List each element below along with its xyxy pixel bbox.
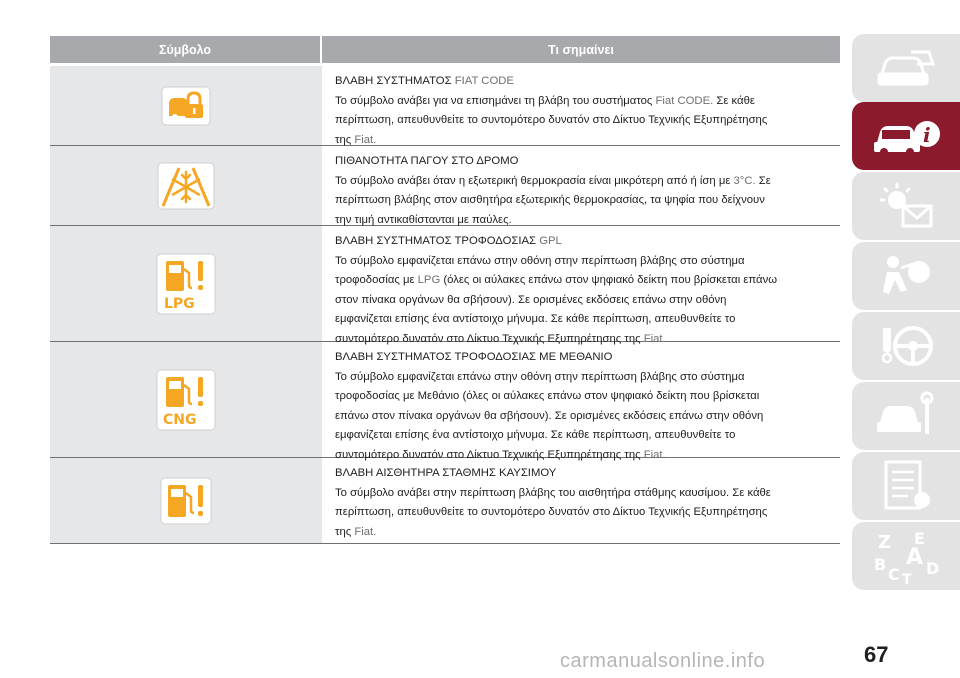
meaning-line xyxy=(335,172,840,192)
meaning-text: συντομότερο δυνατόν στο Δίκτυο Τεχνικής Εξυπηρέτησης της xyxy=(335,448,644,461)
meaning-text: ΒΛΑΒΗ ΣΥΣΤΗΜΑΤΟΣ xyxy=(335,75,455,87)
lpg-label: LPG xyxy=(164,295,195,312)
meaning-text: Το σύμβολο εμφανίζεται επάνω στην οθόνη στην περίπτωση βλάβης στο σύστημα xyxy=(335,254,745,267)
tab-technical-data[interactable] xyxy=(852,452,960,520)
symbol-cell xyxy=(50,342,322,457)
meaning-line xyxy=(335,348,840,368)
index-letter: B xyxy=(874,555,887,574)
tab-starting-driving[interactable] xyxy=(852,312,960,380)
meaning-text: Το σύμβολο ανάβει στην περίπτωση βλάβης του αισθητήρα στάθμης καυσίμου. Σε κάθε xyxy=(335,486,771,499)
meaning-line xyxy=(335,191,840,211)
cng-label: CNG xyxy=(163,411,197,428)
index-letter: A xyxy=(906,545,924,570)
meaning-term: FIAT CODE xyxy=(454,75,514,87)
tab-warning-lights[interactable] xyxy=(852,172,960,240)
car-dashboard-tab-icon xyxy=(873,44,939,92)
meaning-line xyxy=(335,464,840,484)
meaning-text: περίπτωση, απευθυνθείτε το συντομότερο δυνατόν στο Δίκτυο Τεχνικής Εξυπηρέτησης xyxy=(335,114,768,127)
cng-fuel-pump-icon xyxy=(156,369,216,431)
lpg-fuel-pump-icon xyxy=(156,253,216,315)
meaning-cell xyxy=(322,342,840,461)
meaning-text: περίπτωση βλάβης στον αισθητήρα εξωτερικής θερμοκρασίας, τα ψηφία που δείχνουν xyxy=(335,194,765,207)
meaning-line xyxy=(335,111,840,131)
meaning-line xyxy=(335,92,840,112)
page-number: 67 xyxy=(864,642,889,667)
meaning-term: Fiat. xyxy=(643,448,666,461)
meaning-text: τροφοδοσίας με xyxy=(335,274,418,287)
meaning-text: Το σύμβολο ανάβει για να επισημάνει τη βλάβη του συστήματος xyxy=(335,94,656,107)
meaning-text: Σε xyxy=(755,174,771,187)
tab-car-info[interactable] xyxy=(852,102,960,170)
symbol-cell xyxy=(50,146,322,225)
tab-emergency[interactable] xyxy=(852,382,960,450)
meaning-line xyxy=(335,252,840,272)
index-letter: E xyxy=(914,529,925,548)
icy-road-snowflake-icon xyxy=(157,162,215,210)
meaning-text: περίπτωση, απευθυνθείτε το συντομότερο δυνατόν στο Δίκτυο Τεχνικής Εξυπηρέτησης xyxy=(335,506,768,519)
meaning-text: τροφοδοσίας με Μεθάνιο (όλες οι αύλακες επάνω στον ψηφιακό δείκτη που βρίσκεται xyxy=(335,390,760,403)
meaning-line xyxy=(335,368,840,388)
warning-lights-table xyxy=(50,36,840,544)
header-symbol: Σύμβολο xyxy=(50,36,322,63)
index-letter: D xyxy=(926,559,940,578)
meaning-text: ΒΛΑΒΗ ΑΙΣΘΗΤΗΡΑ ΣΤΑΘΜΗΣ ΚΑΥΣΙΜΟΥ xyxy=(335,467,557,479)
meaning-cell xyxy=(322,146,840,225)
meaning-text: ΠΙΘΑΝΟΤΗΤΑ ΠΑΓΟΥ ΣΤΟ ΔΡΟΜΟ xyxy=(335,155,519,167)
meaning-cell xyxy=(322,66,840,145)
index-letter: T xyxy=(902,572,912,586)
meaning-text: της xyxy=(335,525,355,538)
meaning-text: στον πίνακα οργάνων θα σβήσουν). Σε ορισμένες εκδόσεις επάνω στην οθόνη xyxy=(335,293,727,306)
header-meaning: Τι σημαίνει xyxy=(548,42,614,57)
symbol-cell xyxy=(50,66,322,145)
car-tools-tab-icon xyxy=(873,390,939,442)
meaning-term: LPG xyxy=(417,274,441,287)
meaning-text: εμφανίζεται επίσης ένα αντίστοιχο μήνυμα. Σε κάθε περίπτωση, απευθυνθείτε το xyxy=(335,429,736,442)
meaning-text: επάνω στον πίνακα οργάνων θα σβήσουν). Σε ορισμένες εκδόσεις επάνω στην οθόνη xyxy=(335,409,764,422)
meaning-line xyxy=(335,72,840,92)
fiat-code-lock-icon xyxy=(161,86,211,126)
meaning-text: ΒΛΑΒΗ ΣΥΣΤΗΜΑΤΟΣ ΤΡΟΦΟΔΟΣΙΑΣ ΜΕ ΜΕΘΑΝΙΟ xyxy=(335,351,613,363)
meaning-text: την τιμή αντικαθίστανται με παύλες. xyxy=(335,213,512,226)
meaning-cell xyxy=(322,458,840,543)
table-row xyxy=(50,226,840,345)
alphabetical-index-tab-icon xyxy=(870,526,942,586)
meaning-line xyxy=(335,503,840,523)
meaning-term: 3°C. xyxy=(733,174,756,187)
meaning-line xyxy=(335,291,840,311)
table-row xyxy=(50,458,840,544)
table-header xyxy=(50,36,840,66)
meaning-line xyxy=(335,271,840,291)
meaning-text: συντομότερο δυνατόν στο Δίκτυο Τεχνικής Εξυπηρέτησης της xyxy=(335,332,644,345)
meaning-term: Fiat CODE. xyxy=(655,94,714,107)
table-row xyxy=(50,342,840,461)
meaning-text: ΒΛΑΒΗ ΣΥΣΤΗΜΑΤΟΣ ΤΡΟΦΟΔΟΣΙΑΣ xyxy=(335,235,540,247)
meaning-line xyxy=(335,387,840,407)
meaning-line xyxy=(335,484,840,504)
meaning-text: Το σύμβολο ανάβει όταν η εξωτερική θερμοκρασία είναι μικρότερη από ή ίση με xyxy=(335,174,734,187)
symbol-cell xyxy=(50,226,322,341)
meaning-term: Fiat. xyxy=(354,133,377,146)
symbol-cell xyxy=(50,458,322,543)
fuel-level-sensor-fault-icon xyxy=(160,477,212,525)
svg-text:i: i xyxy=(923,123,931,147)
meaning-line xyxy=(335,523,840,543)
technical-data-list-tab-icon xyxy=(876,458,936,514)
meaning-line xyxy=(335,232,840,252)
meaning-text: εμφανίζεται επίσης ένα αντίστοιχο μήνυμα. Σε κάθε περίπτωση, απευθυνθείτε το xyxy=(335,313,736,326)
warning-light-message-tab-icon xyxy=(871,180,941,232)
index-letter: C xyxy=(888,565,900,584)
meaning-text: της xyxy=(335,133,355,146)
meaning-term: GPL xyxy=(539,235,562,247)
steering-wheel-key-tab-icon xyxy=(873,320,939,372)
watermark: carmanualsonline.info xyxy=(560,650,766,672)
tab-index[interactable] xyxy=(852,522,960,590)
meaning-text: Το σύμβολο εμφανίζεται επάνω στην οθόνη στην περίπτωση βλάβης στο σύστημα xyxy=(335,370,745,383)
meaning-cell xyxy=(322,226,840,345)
meaning-term: Fiat. xyxy=(354,525,377,538)
table-row xyxy=(50,66,840,146)
meaning-line xyxy=(335,407,840,427)
meaning-term: Fiat. xyxy=(643,332,666,345)
table-row xyxy=(50,146,840,226)
tab-safety[interactable] xyxy=(852,242,960,310)
tab-getting-to-know-car[interactable] xyxy=(852,34,960,102)
index-letter: Z xyxy=(878,532,892,553)
meaning-line xyxy=(335,152,840,172)
meaning-line xyxy=(335,310,840,330)
meaning-text: (όλες οι αύλακες επάνω στον ψηφιακό δείκτη που βρίσκεται επάνω xyxy=(440,274,778,287)
airbag-safety-tab-icon xyxy=(873,250,939,302)
car-info-tab-icon xyxy=(870,112,942,160)
meaning-text: Σε κάθε xyxy=(713,94,755,107)
meaning-line xyxy=(335,426,840,446)
